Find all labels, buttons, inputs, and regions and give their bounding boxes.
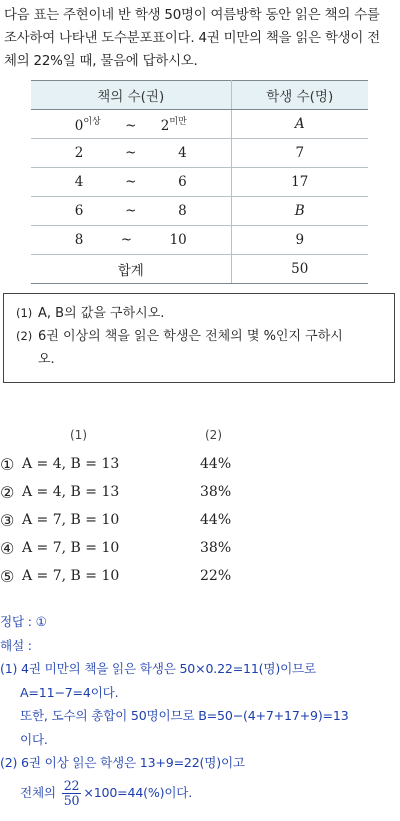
- solution-section: [0, 610, 400, 808]
- explanation-label: 해설 :: [0, 637, 32, 653]
- count-cell: 7: [231, 139, 368, 168]
- solution-2-suffix: ×100=44(%)이다.: [83, 784, 193, 800]
- choice-part-1: A = 7, B = 10: [22, 512, 120, 528]
- choice-part-1: A = 4, B = 13: [22, 456, 120, 472]
- frequency-table: [31, 80, 368, 284]
- choice-header-2: (2): [205, 428, 222, 442]
- range-cell: [31, 139, 231, 168]
- range-cell: [31, 110, 231, 139]
- choice-part-2: 22%: [200, 568, 232, 584]
- choice-1[interactable]: [0, 452, 231, 476]
- choice-number: ②: [0, 482, 15, 502]
- table-total-row: [31, 255, 368, 284]
- solution-1-line-2: A=11−7=4이다.: [20, 684, 119, 700]
- count-cell: B: [231, 197, 368, 226]
- question-1: [16, 302, 382, 325]
- choice-number: ⑤: [0, 566, 15, 586]
- range-from: 4: [74, 174, 84, 190]
- count-cell: 17: [231, 168, 368, 197]
- range-cell: [31, 168, 231, 197]
- fraction-numerator: 22: [63, 777, 80, 793]
- choice-part-2: 38%: [200, 484, 232, 500]
- choice-part-1: A = 7, B = 10: [22, 540, 120, 556]
- range-to: 8: [178, 203, 187, 219]
- solution-2-prefix: 전체의: [20, 784, 56, 800]
- range-tilde: ~: [125, 174, 137, 190]
- header-student-count: 학생 수(명): [231, 81, 368, 110]
- solution-1-line-3: 또한, 도수의 총합이 50명이므로 B=50−(4+7+17+9)=13: [20, 708, 349, 723]
- range-tilde: ~: [125, 145, 137, 161]
- range-from: 6: [74, 203, 84, 219]
- choice-part-2: 38%: [200, 540, 232, 556]
- total-value: 50: [231, 255, 368, 284]
- answer-line: 정답 : ①: [0, 614, 47, 629]
- question-1-number: (1): [16, 306, 33, 320]
- table-row: [31, 168, 368, 197]
- choice-4[interactable]: [0, 536, 231, 560]
- choice-3[interactable]: [0, 508, 231, 532]
- fraction: [62, 779, 82, 808]
- total-label: 합계: [31, 255, 231, 284]
- question-box: [3, 293, 395, 383]
- range-tilde: ~: [125, 118, 137, 134]
- choice-part-2: 44%: [200, 512, 232, 528]
- choice-number: ③: [0, 510, 15, 530]
- range-to: 4: [178, 145, 187, 161]
- count-cell: 9: [231, 226, 368, 255]
- range-tilde: ~: [120, 232, 133, 248]
- question-1-text: A, B의 값을 구하시오.: [38, 306, 165, 321]
- count-cell: A: [231, 110, 368, 139]
- choice-number: ①: [0, 454, 15, 474]
- range-to: 6: [178, 174, 187, 190]
- problem-statement: [4, 4, 396, 73]
- table-row: [31, 110, 368, 139]
- range-from-sup: 이상: [83, 117, 101, 127]
- range-tilde: ~: [125, 203, 137, 219]
- solution-2-line-1: (2) 6권 이상 읽은 학생은 13+9=22(명)이고: [0, 755, 245, 770]
- choice-header-1: (1): [70, 428, 87, 442]
- choice-5[interactable]: [0, 564, 231, 588]
- range-cell: [31, 226, 231, 255]
- question-2-text: 6권 이상의 책을 읽은 학생은 전체의 몇 %인지 구하시: [38, 329, 343, 344]
- table-row: [31, 226, 368, 255]
- choice-part-1: A = 7, B = 10: [22, 568, 120, 584]
- range-from: 8: [74, 232, 84, 248]
- header-book-count: 책의 수(권): [31, 81, 231, 110]
- range-cell: [31, 197, 231, 226]
- range-to: 2: [160, 118, 170, 134]
- table-row: [31, 139, 368, 168]
- range-to-sup: 미만: [169, 117, 187, 127]
- question-2-continued: [16, 348, 382, 371]
- choice-part-1: A = 4, B = 13: [22, 484, 120, 500]
- range-to: 10: [169, 232, 187, 248]
- problem-line-3: 체의 22%일 때, 물음에 답하시오.: [4, 54, 198, 69]
- solution-2-line-2: [0, 779, 400, 808]
- question-2-text-cont: 오.: [38, 352, 55, 367]
- choice-2[interactable]: [0, 480, 231, 504]
- table-row: [31, 197, 368, 226]
- choice-part-2: 44%: [200, 456, 232, 472]
- range-from: 2: [74, 145, 84, 161]
- table-header-row: [31, 81, 368, 110]
- choice-number: ④: [0, 538, 15, 558]
- problem-line-2: 조사하여 나타낸 도수분포표이다. 4권 미만의 책을 읽은 학생이 전: [4, 31, 380, 46]
- solution-1-line-1: (1) 4권 미만의 책을 읽은 학생은 50×0.22=11(명)이므로: [0, 661, 316, 676]
- fraction-denominator: 50: [63, 792, 80, 808]
- range-from: 0: [74, 118, 84, 134]
- solution-1-line-4: 이다.: [20, 731, 48, 747]
- question-2-number: (2): [16, 329, 33, 343]
- question-2: [16, 325, 382, 348]
- problem-line-1: 다음 표는 주현이네 반 학생 50명이 여름방학 동안 읽은 책의 수를: [4, 8, 380, 23]
